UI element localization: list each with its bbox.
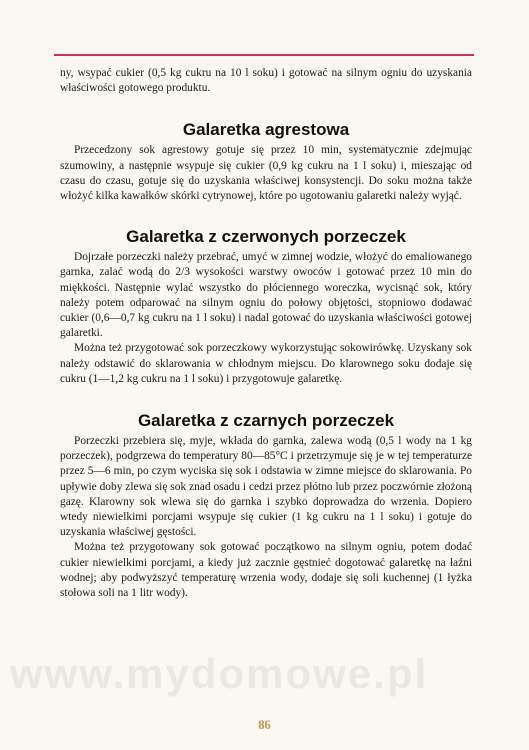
intro-paragraph: ny, wsypać cukier (0,5 kg cukru na 10 l soku) i gotować na silnym ogniu do uzyskania właściwości gotowego produktu. bbox=[60, 67, 472, 95]
section-paragraph: Przecedzony sok agrestowy gotuje się przez 10 min, systematycznie zdejmując szumowiny, a następnie wsypuje się cukier (0,9 kg cukru na 1 l soku) i, mieszając od czasu do czasu, gotuje się do uzyskania właściwej konsystencji. Do soku można także włożyć kilka kawałków skórki cytrynowej, które po ugotowaniu galaretki należy wyjąć. bbox=[60, 144, 472, 203]
section-title-czarne-porzeczki: Galaretka z czarnych porzeczek bbox=[137, 411, 395, 431]
section-paragraph: Można też przygotowany sok gotować początkowo na silnym ogniu, potem dodać cukier niewielkimi porcjami, a kiedy już zacznie gęstnieć dogotować galaretkę na łaźni wodnej; aby podwyższyć temperaturę wrzenia wody, dodaje się soli kuchennej (1 łyżka stołowa soli na 1 litr wody). bbox=[60, 541, 472, 600]
section-title-agrestowa: Galaretka agrestowa bbox=[182, 120, 350, 140]
section-paragraph: Można też przygotować sok porzeczkowy wykorzystując sokowirówkę. Uzyskany sok należy odstawić do sklarowania w chłodnym miejscu. Do klarownego soku dodaje się cukru (1—1,2 kg cukru na 1 l soku) i przygotowuje galaretkę. bbox=[60, 342, 472, 385]
section-paragraph: Dojrzałe porzeczki należy przebrać, umyć w zimnej wodzie, włożyć do emaliowanego garnka, zalać wodą do 2/3 wysokości warstwy owoców i gotować przez 10 min do miękkości. Następnie wylać wszystko do płóciennego woreczka, wycisnąć sok, który należy potem odparować na silnym ogniu do połowy objętości, stopniowo dodawać cukier (0,6—0,7 kg cukru na 1 l soku) i nadal gotować do uzyskania właściwości gotowej galaretki. bbox=[60, 251, 472, 340]
section-title-czerwone-porzeczki: Galaretka z czerwonych porzeczek bbox=[126, 227, 406, 247]
header-rule bbox=[54, 54, 474, 56]
watermark: www.mydomowe.pl bbox=[10, 650, 429, 697]
page-number: 86 bbox=[258, 718, 271, 732]
page-content bbox=[60, 66, 472, 601]
section-paragraph: Porzeczki przebiera się, myje, wkłada do garnka, zalewa wodą (0,5 l wody na 1 kg porzeczek), podgrzewa do temperatury 80—85°C i przetrzymuje się je w tej temperaturze przez 5—6 min, po czym wyciska się sok i odstawia w zimne miejsce do sklarowania. Po upływie doby zlewa się sok znad osadu i cedzi przez płótno lub przez poczwórnie złożoną gazę. Klarowny sok wlewa się do garnka i szybko doprowadza do wrzenia. Dopiero wtedy niewielkimi porcjami wsypuje się cukier (1 kg cukru na 1 l soku) i gotuje do uzyskania właściwej gęstości. bbox=[60, 435, 472, 539]
